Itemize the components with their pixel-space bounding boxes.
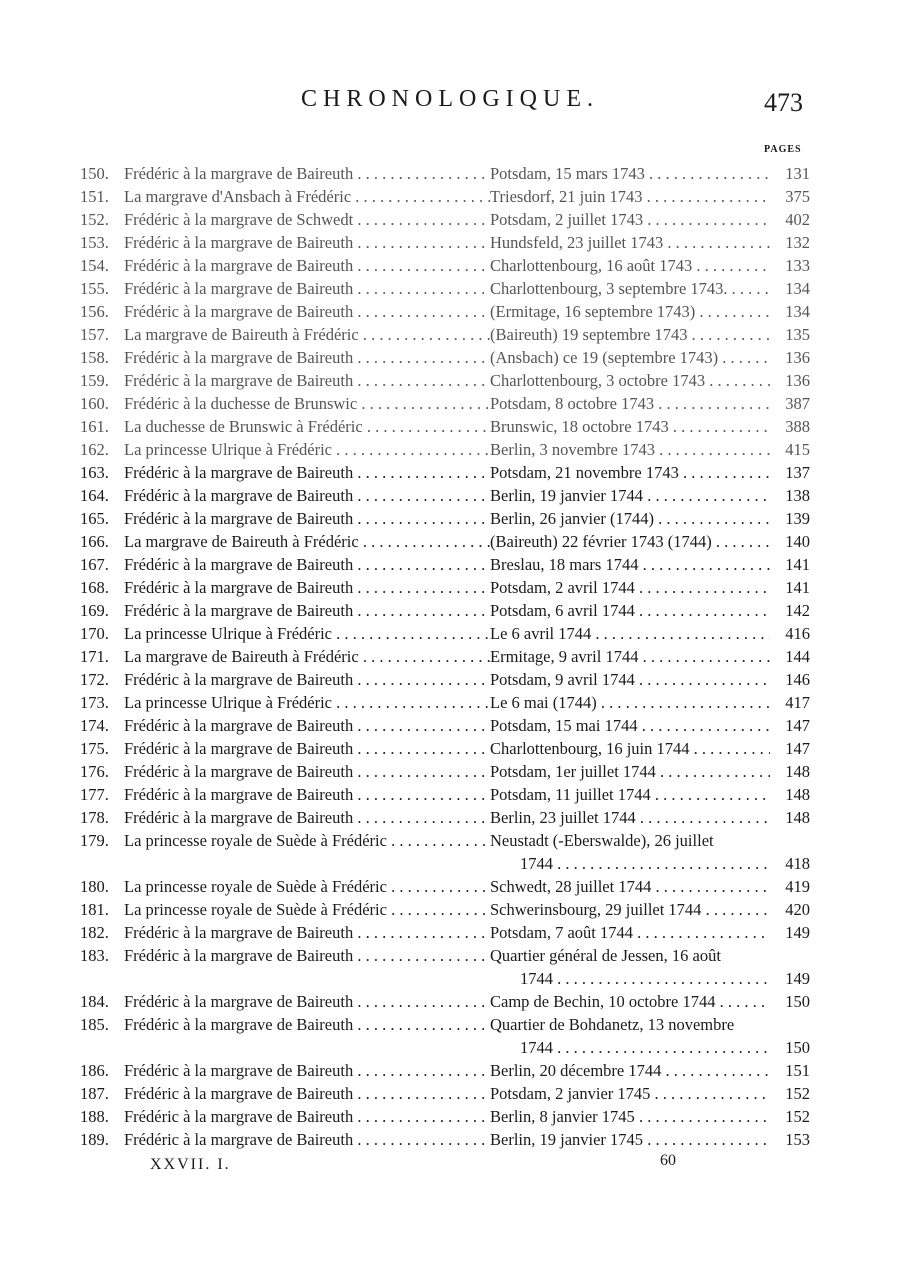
entry-number: 160.	[80, 394, 109, 413]
entry-correspondents: Frédéric à la margrave de Baireuth . . .	[124, 714, 490, 737]
index-entry	[80, 898, 810, 921]
entry-place-date: Potsdam, 11 juillet 1744 . . .	[490, 783, 780, 806]
entry-page: 148	[770, 783, 810, 806]
entry-number: 179.	[80, 831, 109, 850]
entry-correspondents: La margrave de Baireuth à Frédéric . . .	[124, 530, 490, 553]
entry-place-date-continued: 1744 . . .	[520, 967, 780, 990]
index-entry	[80, 760, 810, 783]
entry-number: 159.	[80, 371, 109, 390]
entry-correspondents: Frédéric à la margrave de Baireuth . . .	[124, 737, 490, 760]
index-entry	[80, 254, 810, 277]
entry-place-date: Charlottenbourg, 3 septembre 1743. . . .	[490, 277, 780, 300]
entry-place-date: Berlin, 26 janvier (1744) . . .	[490, 507, 780, 530]
entry-place-date: (Baireuth) 22 février 1743 (1744) . . .	[490, 530, 780, 553]
entry-place-date: Berlin, 19 janvier 1744 . . .	[490, 484, 780, 507]
entry-place-date: Berlin, 20 décembre 1744 . . .	[490, 1059, 780, 1082]
index-entry	[80, 921, 810, 944]
index-entry	[80, 1059, 810, 1082]
entry-page: 420	[770, 898, 810, 921]
entry-place-date: Schwerinsbourg, 29 juillet 1744 . . .	[490, 898, 780, 921]
entry-page: 141	[770, 576, 810, 599]
entry-page: 135	[770, 323, 810, 346]
entry-place-date: Le 6 mai (1744) . . .	[490, 691, 780, 714]
index-entry	[80, 990, 810, 1013]
index-entry	[80, 530, 810, 553]
entry-correspondents: Frédéric à la margrave de Baireuth . . .	[124, 300, 490, 323]
entry-page: 153	[770, 1128, 810, 1151]
index-entry	[80, 1013, 810, 1059]
entry-number: 189.	[80, 1130, 109, 1149]
entry-number: 157.	[80, 325, 109, 344]
entry-place-date-continued: 1744 . . .	[520, 852, 780, 875]
entry-correspondents: Frédéric à la margrave de Schwedt . . .	[124, 208, 490, 231]
entry-number: 168.	[80, 578, 109, 597]
entry-place-date: Potsdam, 6 avril 1744 . . .	[490, 599, 780, 622]
entry-page: 402	[770, 208, 810, 231]
entry-place-date: Potsdam, 2 avril 1744 . . .	[490, 576, 780, 599]
index-entry	[80, 300, 810, 323]
entry-page: 417	[770, 691, 810, 714]
entry-page: 136	[770, 369, 810, 392]
entry-number: 184.	[80, 992, 109, 1011]
entry-place-date: Quartier de Bohdanetz, 13 novembre	[490, 1015, 735, 1034]
entry-page: 419	[770, 875, 810, 898]
entry-page: 141	[770, 553, 810, 576]
chronological-index	[80, 162, 810, 1151]
index-entry	[80, 484, 810, 507]
entry-page: 415	[770, 438, 810, 461]
index-entry	[80, 323, 810, 346]
entry-page: 150	[770, 1036, 810, 1059]
entry-page: 134	[770, 300, 810, 323]
entry-page: 138	[770, 484, 810, 507]
entry-number: 152.	[80, 210, 109, 229]
entry-number: 187.	[80, 1084, 109, 1103]
entry-place-date: Charlottenbourg, 16 août 1743 . . .	[490, 254, 780, 277]
entry-number: 185.	[80, 1015, 109, 1034]
sheet-number: 60	[660, 1152, 676, 1169]
entry-correspondents: Frédéric à la margrave de Baireuth . . .	[124, 1082, 490, 1105]
entry-page: 375	[770, 185, 810, 208]
index-entry	[80, 783, 810, 806]
entry-correspondents: Frédéric à la margrave de Baireuth . . .	[124, 1105, 490, 1128]
entry-page: 147	[770, 714, 810, 737]
entry-place-date: (Ansbach) ce 19 (septembre 1743) . . .	[490, 346, 780, 369]
entry-number: 156.	[80, 302, 109, 321]
entry-page: 144	[770, 645, 810, 668]
entry-correspondents: Frédéric à la margrave de Baireuth . . .	[124, 1013, 490, 1036]
entry-number: 151.	[80, 187, 109, 206]
entry-number: 178.	[80, 808, 109, 827]
entry-place-date: Schwedt, 28 juillet 1744 . . .	[490, 875, 780, 898]
entry-number: 158.	[80, 348, 109, 367]
entry-place-date: Potsdam, 1er juillet 1744 . . .	[490, 760, 780, 783]
entry-correspondents: Frédéric à la margrave de Baireuth . . .	[124, 162, 490, 185]
printer-signature: XXVII. I.	[150, 1156, 231, 1173]
index-entry	[80, 944, 810, 990]
entry-place-date: Breslau, 18 mars 1744 . . .	[490, 553, 780, 576]
entry-number: 182.	[80, 923, 109, 942]
entry-correspondents: Frédéric à la margrave de Baireuth . . .	[124, 599, 490, 622]
entry-number: 180.	[80, 877, 109, 896]
entry-page: 131	[770, 162, 810, 185]
entry-number: 162.	[80, 440, 109, 459]
entry-place-date: Potsdam, 21 novembre 1743 . . .	[490, 461, 780, 484]
entry-number: 153.	[80, 233, 109, 252]
index-entry	[80, 208, 810, 231]
index-entry	[80, 1082, 810, 1105]
entry-page: 140	[770, 530, 810, 553]
entry-correspondents: Frédéric à la margrave de Baireuth . . .	[124, 668, 490, 691]
entry-page: 137	[770, 461, 810, 484]
index-entry	[80, 369, 810, 392]
entry-place-date: Potsdam, 15 mars 1743 . . .	[490, 162, 780, 185]
index-entry	[80, 346, 810, 369]
entry-place-date: (Ermitage, 16 septembre 1743) . . .	[490, 300, 780, 323]
entry-page: 139	[770, 507, 810, 530]
page-number: 473	[764, 88, 803, 117]
entry-page: 147	[770, 737, 810, 760]
index-entry	[80, 415, 810, 438]
entry-correspondents: Frédéric à la margrave de Baireuth . . .	[124, 921, 490, 944]
index-entry	[80, 668, 810, 691]
entry-page: 152	[770, 1105, 810, 1128]
index-entry	[80, 553, 810, 576]
entry-correspondents: Frédéric à la margrave de Baireuth . . .	[124, 1128, 490, 1151]
index-entry	[80, 806, 810, 829]
index-entry	[80, 392, 810, 415]
entry-correspondents: Frédéric à la margrave de Baireuth . . .	[124, 254, 490, 277]
entry-correspondents: La princesse Ulrique à Frédéric . . .	[124, 438, 490, 461]
index-entry	[80, 231, 810, 254]
entry-correspondents: Frédéric à la margrave de Baireuth . . .	[124, 760, 490, 783]
index-entry	[80, 645, 810, 668]
entry-page: 387	[770, 392, 810, 415]
entry-place-date: Potsdam, 2 juillet 1743 . . .	[490, 208, 780, 231]
entry-page: 148	[770, 806, 810, 829]
entry-place-date: Berlin, 23 juillet 1744 . . .	[490, 806, 780, 829]
entry-number: 165.	[80, 509, 109, 528]
entry-number: 164.	[80, 486, 109, 505]
entry-number: 170.	[80, 624, 109, 643]
entry-number: 154.	[80, 256, 109, 275]
entry-place-date: Potsdam, 9 avril 1744 . . .	[490, 668, 780, 691]
entry-correspondents: La margrave de Baireuth à Frédéric . . .	[124, 645, 490, 668]
entry-number: 155.	[80, 279, 109, 298]
entry-place-date: Potsdam, 8 octobre 1743 . . .	[490, 392, 780, 415]
entry-correspondents: Frédéric à la margrave de Baireuth . . .	[124, 277, 490, 300]
entry-page: 151	[770, 1059, 810, 1082]
entry-correspondents: Frédéric à la margrave de Baireuth . . .	[124, 553, 490, 576]
entry-correspondents: Frédéric à la margrave de Baireuth . . .	[124, 783, 490, 806]
entry-place-date: Charlottenbourg, 16 juin 1744 . . .	[490, 737, 780, 760]
entry-number: 181.	[80, 900, 109, 919]
entry-number: 150.	[80, 164, 109, 183]
index-entry	[80, 622, 810, 645]
index-entry	[80, 599, 810, 622]
entry-correspondents: Frédéric à la margrave de Baireuth . . .	[124, 944, 490, 967]
entry-place-date: Berlin, 19 janvier 1745 . . .	[490, 1128, 780, 1151]
entry-page: 136	[770, 346, 810, 369]
entry-place-date: Neustadt (-Eberswalde), 26 juillet	[490, 831, 714, 850]
entry-correspondents: La princesse Ulrique à Frédéric . . .	[124, 691, 490, 714]
entry-correspondents: Frédéric à la margrave de Baireuth . . .	[124, 507, 490, 530]
entry-number: 188.	[80, 1107, 109, 1126]
index-entry	[80, 875, 810, 898]
entry-correspondents: Frédéric à la margrave de Baireuth . . .	[124, 806, 490, 829]
entry-number: 177.	[80, 785, 109, 804]
entry-page: 152	[770, 1082, 810, 1105]
entry-correspondents: Frédéric à la margrave de Baireuth . . .	[124, 231, 490, 254]
entry-place-date: Berlin, 3 novembre 1743 . . .	[490, 438, 780, 461]
entry-place-date: Camp de Bechin, 10 octobre 1744 . . .	[490, 990, 780, 1013]
entry-correspondents: La princesse royale de Suède à Frédéric . . .	[124, 898, 490, 921]
entry-place-date: Charlottenbourg, 3 octobre 1743 . . .	[490, 369, 780, 392]
entry-number: 169.	[80, 601, 109, 620]
entry-number: 161.	[80, 417, 109, 436]
index-entry	[80, 1128, 810, 1151]
entry-place-date: Potsdam, 7 août 1744 . . .	[490, 921, 780, 944]
entry-page: 418	[770, 852, 810, 875]
entry-correspondents: Frédéric à la duchesse de Brunswic . . .	[124, 392, 490, 415]
entry-place-date: Hundsfeld, 23 juillet 1743 . . .	[490, 231, 780, 254]
entry-correspondents: Frédéric à la margrave de Baireuth . . .	[124, 461, 490, 484]
entry-page: 146	[770, 668, 810, 691]
entry-place-date: (Baireuth) 19 septembre 1743 . . .	[490, 323, 780, 346]
entry-page: 388	[770, 415, 810, 438]
entry-page: 134	[770, 277, 810, 300]
entry-correspondents: Frédéric à la margrave de Baireuth . . .	[124, 990, 490, 1013]
entry-page: 149	[770, 921, 810, 944]
entry-place-date: Ermitage, 9 avril 1744 . . .	[490, 645, 780, 668]
entry-correspondents: Frédéric à la margrave de Baireuth . . .	[124, 1059, 490, 1082]
entry-place-date: Potsdam, 2 janvier 1745 . . .	[490, 1082, 780, 1105]
index-entry	[80, 507, 810, 530]
entry-number: 171.	[80, 647, 109, 666]
entry-place-date: Triesdorf, 21 juin 1743 . . .	[490, 185, 780, 208]
entry-number: 175.	[80, 739, 109, 758]
entry-number: 176.	[80, 762, 109, 781]
entry-page: 148	[770, 760, 810, 783]
index-entry	[80, 737, 810, 760]
entry-number: 174.	[80, 716, 109, 735]
entry-correspondents: La duchesse de Brunswic à Frédéric . . .	[124, 415, 490, 438]
entry-number: 167.	[80, 555, 109, 574]
entry-number: 163.	[80, 463, 109, 482]
entry-correspondents: Frédéric à la margrave de Baireuth . . .	[124, 576, 490, 599]
entry-number: 186.	[80, 1061, 109, 1080]
index-entry	[80, 1105, 810, 1128]
entry-number: 173.	[80, 693, 109, 712]
entry-page: 133	[770, 254, 810, 277]
index-entry	[80, 162, 810, 185]
entry-place-date-continued: 1744 . . .	[520, 1036, 780, 1059]
entry-correspondents: La margrave d'Ansbach à Frédéric . . .	[124, 185, 490, 208]
index-entry	[80, 829, 810, 875]
entry-place-date: Quartier général de Jessen, 16 août	[490, 946, 721, 965]
index-entry	[80, 461, 810, 484]
index-entry	[80, 691, 810, 714]
entry-place-date: Potsdam, 15 mai 1744 . . .	[490, 714, 780, 737]
entry-correspondents: Frédéric à la margrave de Baireuth . . .	[124, 346, 490, 369]
entry-number: 172.	[80, 670, 109, 689]
index-entry	[80, 185, 810, 208]
entry-page: 150	[770, 990, 810, 1013]
page-title: CHRONOLOGIQUE.	[301, 86, 599, 112]
entry-correspondents: Frédéric à la margrave de Baireuth . . .	[124, 484, 490, 507]
entry-page: 149	[770, 967, 810, 990]
entry-correspondents: La princesse royale de Suède à Frédéric . . .	[124, 829, 490, 852]
entry-number: 166.	[80, 532, 109, 551]
entry-correspondents: La princesse royale de Suède à Frédéric . . .	[124, 875, 490, 898]
index-entry	[80, 277, 810, 300]
entry-page: 416	[770, 622, 810, 645]
entry-page: 132	[770, 231, 810, 254]
entry-place-date: Le 6 avril 1744 . . .	[490, 622, 780, 645]
entry-correspondents: Frédéric à la margrave de Baireuth . . .	[124, 369, 490, 392]
index-entry	[80, 438, 810, 461]
entry-correspondents: La margrave de Baireuth à Frédéric . . .	[124, 323, 490, 346]
entry-number: 183.	[80, 946, 109, 965]
entry-correspondents: La princesse Ulrique à Frédéric . . .	[124, 622, 490, 645]
index-entry	[80, 576, 810, 599]
index-entry	[80, 714, 810, 737]
entry-page: 142	[770, 599, 810, 622]
pages-column-label: PAGES	[764, 144, 802, 155]
entry-place-date: Berlin, 8 janvier 1745 . . .	[490, 1105, 780, 1128]
entry-place-date: Brunswic, 18 octobre 1743 . . .	[490, 415, 780, 438]
